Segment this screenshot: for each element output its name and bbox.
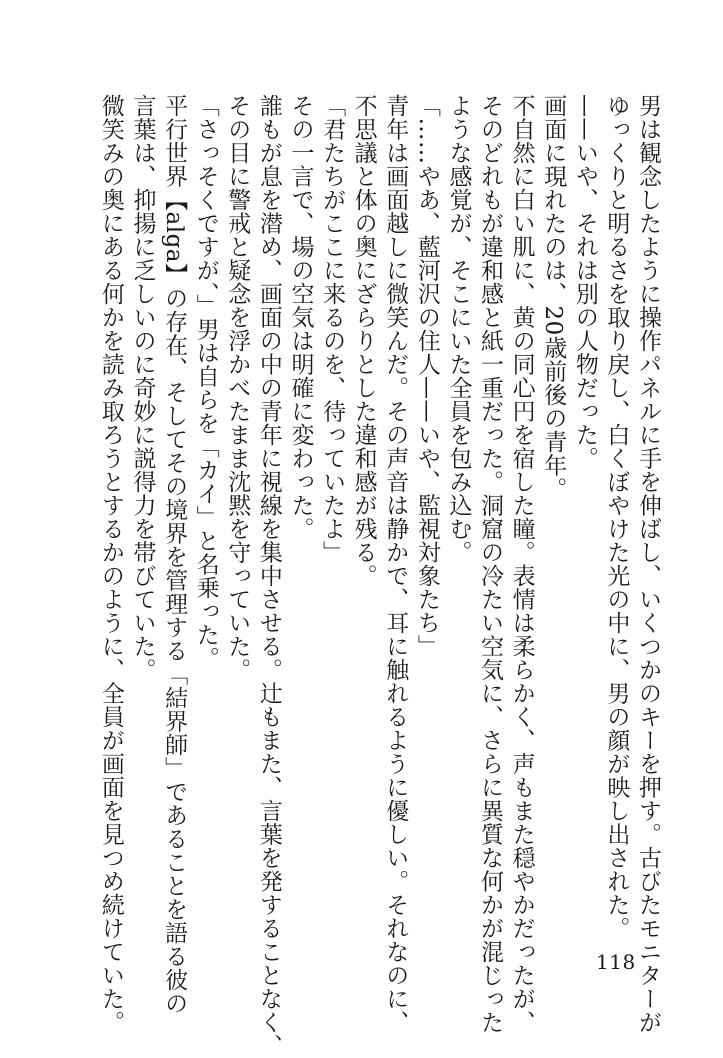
text-line: ——いや、それは別の人物だった。 [571, 94, 598, 470]
text-line: その目に警戒と疑念を浮かべたまま沈黙を守っていた。 [224, 94, 251, 682]
text-line: 誰もが息を潜め、画面の中の青年に視線を集中させる。辻もまた、言葉を発することなく、 [255, 94, 282, 1058]
text-line: 不思議と体の奥にざらりとした違和感が残る。 [350, 94, 377, 588]
text-line: 微笑みの奥にある何かを読み取ろうとするかのように、全員が画面を見つめ続けていた。 [97, 94, 124, 1034]
text-line: 「さっそくですが、」男は自らを「カイ」と名乗った。 [192, 94, 219, 670]
text-line: その一言で、場の空気は明確に変わった。 [287, 94, 314, 541]
text-line: そのどれもが違和感と紙一重だった。洞窟の冷たい空気に、さらに異質な何かが混じった [477, 94, 504, 1034]
text-line: 「……やあ、藍河沢の住人——いや、監視対象たち」 [413, 94, 440, 658]
text-line: 青年は画面越しに微笑んだ。その声音は静かで、耳に触れるように優しい。それなのに、 [382, 94, 409, 1034]
page-number: 118 [596, 950, 636, 974]
text-line: 言葉は、抑揚に乏しいのに奇妙に説得力を帯びていた。 [129, 94, 156, 682]
text-line: ゆっくりと明るさを取り戻し、白くぼやけた光の中に、男の顔が映し出された。 [603, 94, 630, 940]
text-line: 平行世界【alga】の存在、そしてその境界を管理する「結界師」であることを語る彼の [161, 94, 188, 1016]
text-line: 男は観念したように操作パネルに手を伸ばし、いくつかのキーを押す。古びたモニターが [635, 94, 661, 1034]
text-line: 「君たちがここに来るのを、待っていたよ」 [319, 94, 346, 564]
text-line: 画面に現れたのは、20歳前後の青年。 [540, 94, 567, 501]
text-line: ような感覚が、そこにいた全員を包み込む。 [445, 94, 472, 564]
text-line: 不自然に白い肌に、黄の同心円を宿した瞳。表情は柔らかく、声もまた穏やかだったが、 [508, 94, 535, 1034]
